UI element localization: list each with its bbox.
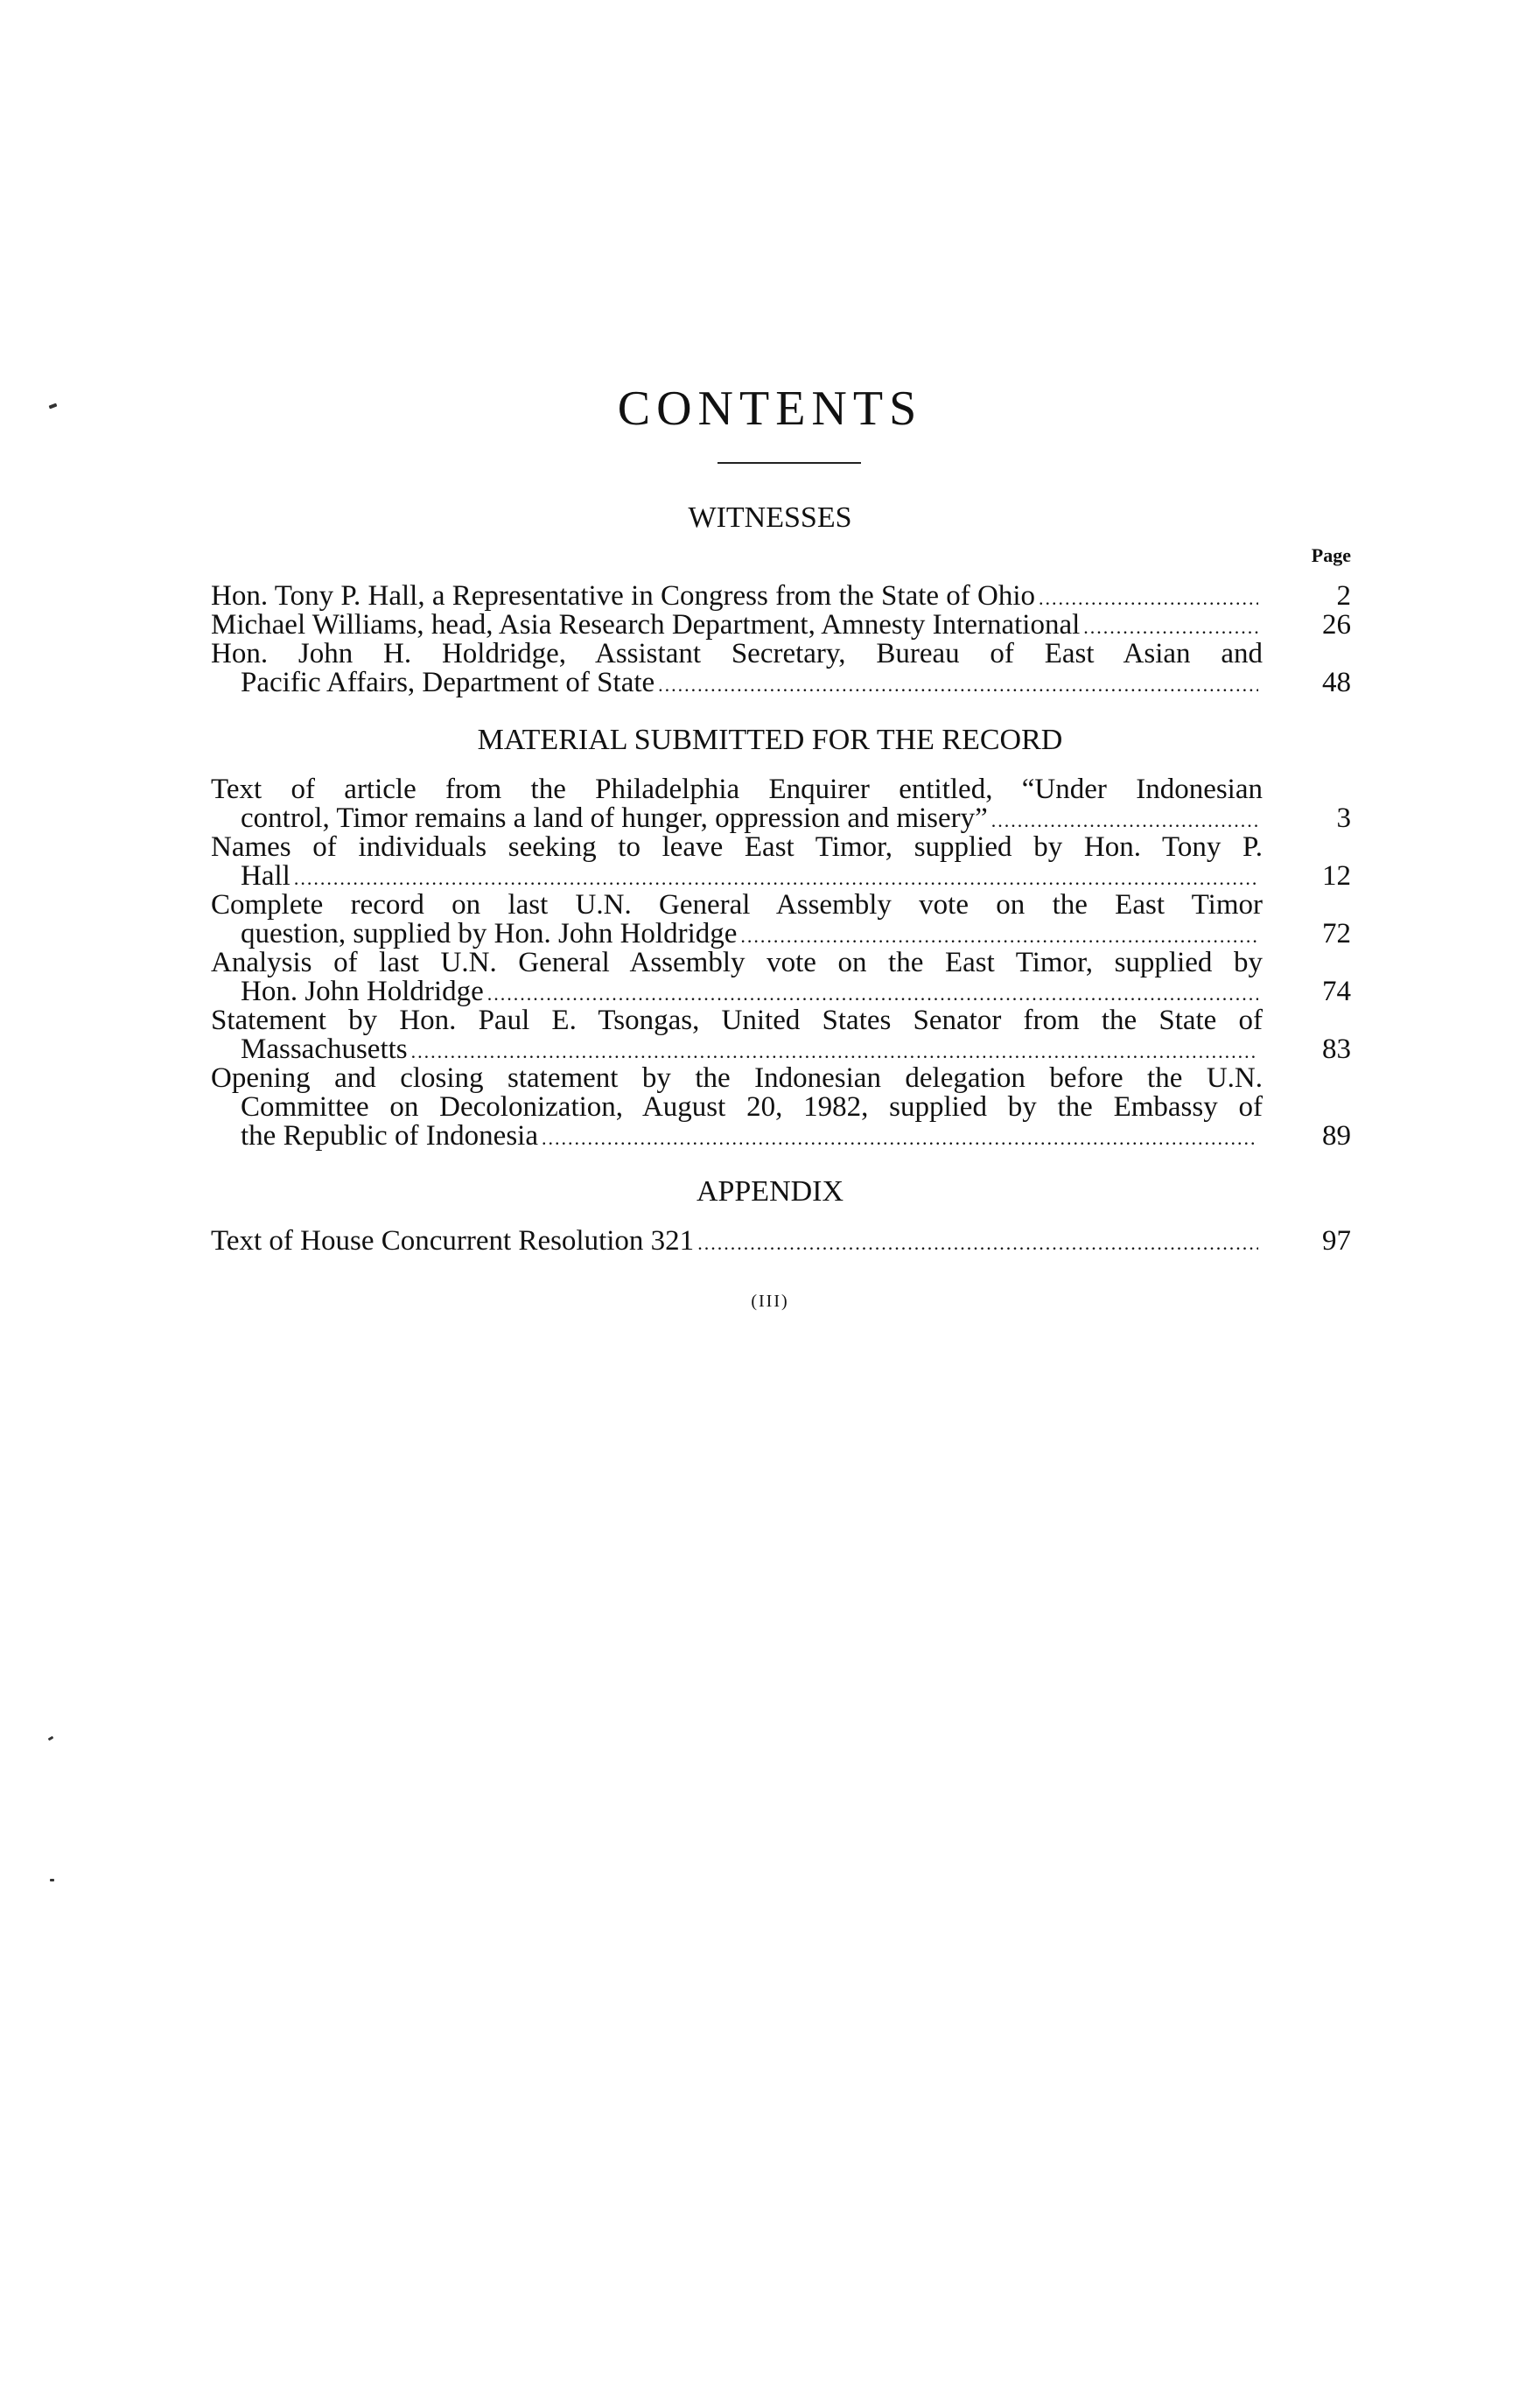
page-column-label: Page — [1311, 544, 1351, 566]
entry-text: Hall — [241, 860, 290, 892]
entry-text: Hon. Tony P. Hall, a Representative in Congress from the State of Ohio — [211, 580, 1036, 612]
appendix-heading: APPENDIX — [696, 1175, 844, 1208]
material-heading: MATERIAL SUBMITTED FOR THE RECORD — [477, 724, 1063, 756]
toc-entry — [211, 611, 1351, 640]
toc-entry — [211, 640, 1351, 697]
entry-page-number: 97 — [1322, 1225, 1351, 1257]
entry-page-number: 26 — [1322, 609, 1351, 641]
entry-page-number: 72 — [1322, 918, 1351, 949]
entry-page-number: 83 — [1322, 1033, 1351, 1065]
scan-speck — [50, 1879, 54, 1881]
title-rule — [718, 462, 861, 464]
dot-leader — [294, 862, 1258, 893]
entry-text: Hon. John H. Holdridge, Assistant Secretary, Bureau of East Asian and — [211, 638, 1263, 669]
entry-text: control, Timor remains a land of hunger, oppression and misery” — [241, 802, 988, 834]
dot-leader — [487, 977, 1258, 1008]
entry-page-number: 12 — [1322, 860, 1351, 892]
dot-leader — [1083, 611, 1258, 641]
entry-page-number: 48 — [1322, 667, 1351, 698]
entry-text: Names of individuals seeking to leave East Timor, supplied by Hon. Tony P. — [211, 831, 1263, 863]
entry-text: Text of article from the Philadelphia Enquirer entitled, “Under Indonesian — [211, 774, 1263, 805]
entry-text: Statement by Hon. Paul E. Tsongas, United States Senator from the State of — [211, 1005, 1263, 1036]
entry-text: Michael Williams, head, Asia Research Department, Amnesty International — [211, 609, 1081, 641]
entry-page-number: 2 — [1336, 580, 1351, 612]
entry-text: Pacific Affairs, Department of State — [241, 667, 655, 698]
entry-text: Committee on Decolonization, August 20, 1982, supplied by the Embassy of — [241, 1091, 1263, 1123]
entry-page-number: 3 — [1336, 802, 1351, 834]
entry-text: Massachusetts — [241, 1033, 408, 1065]
dot-leader — [542, 1122, 1258, 1152]
scan-speck — [48, 1736, 54, 1741]
entry-text: Hon. John Holdridge — [241, 976, 484, 1007]
entry-text: Complete record on last U.N. General Assembly vote on the East Timor — [211, 889, 1263, 921]
toc-entry — [211, 891, 1351, 949]
entry-page-number: 74 — [1322, 976, 1351, 1007]
dot-leader — [411, 1035, 1258, 1066]
toc-entry — [211, 833, 1351, 891]
entry-text: Analysis of last U.N. General Assembly vote on the East Timor, supplied by — [211, 947, 1263, 978]
contents-title: CONTENTS — [617, 382, 923, 436]
dot-leader — [740, 920, 1258, 950]
dot-leader — [1039, 582, 1258, 613]
toc-entry — [211, 1227, 1351, 1256]
entry-text: the Republic of Indonesia — [241, 1120, 538, 1152]
toc-entry — [211, 1064, 1351, 1151]
entry-text: question, supplied by Hon. John Holdridge — [241, 918, 738, 949]
toc-entry — [211, 582, 1351, 611]
entry-text: Opening and closing statement by the Indonesian delegation before the U.N. — [211, 1062, 1263, 1094]
toc-entry — [211, 949, 1351, 1006]
page-folio: (III) — [751, 1292, 789, 1311]
dot-leader — [697, 1227, 1258, 1258]
toc-entry — [211, 775, 1351, 833]
dot-leader — [991, 804, 1258, 835]
entry-page-number: 89 — [1322, 1120, 1351, 1152]
dot-leader — [658, 669, 1258, 699]
toc-entry — [211, 1006, 1351, 1064]
witnesses-heading: WITNESSES — [688, 501, 852, 534]
entry-text: Text of House Concurrent Resolution 321 — [211, 1225, 695, 1257]
